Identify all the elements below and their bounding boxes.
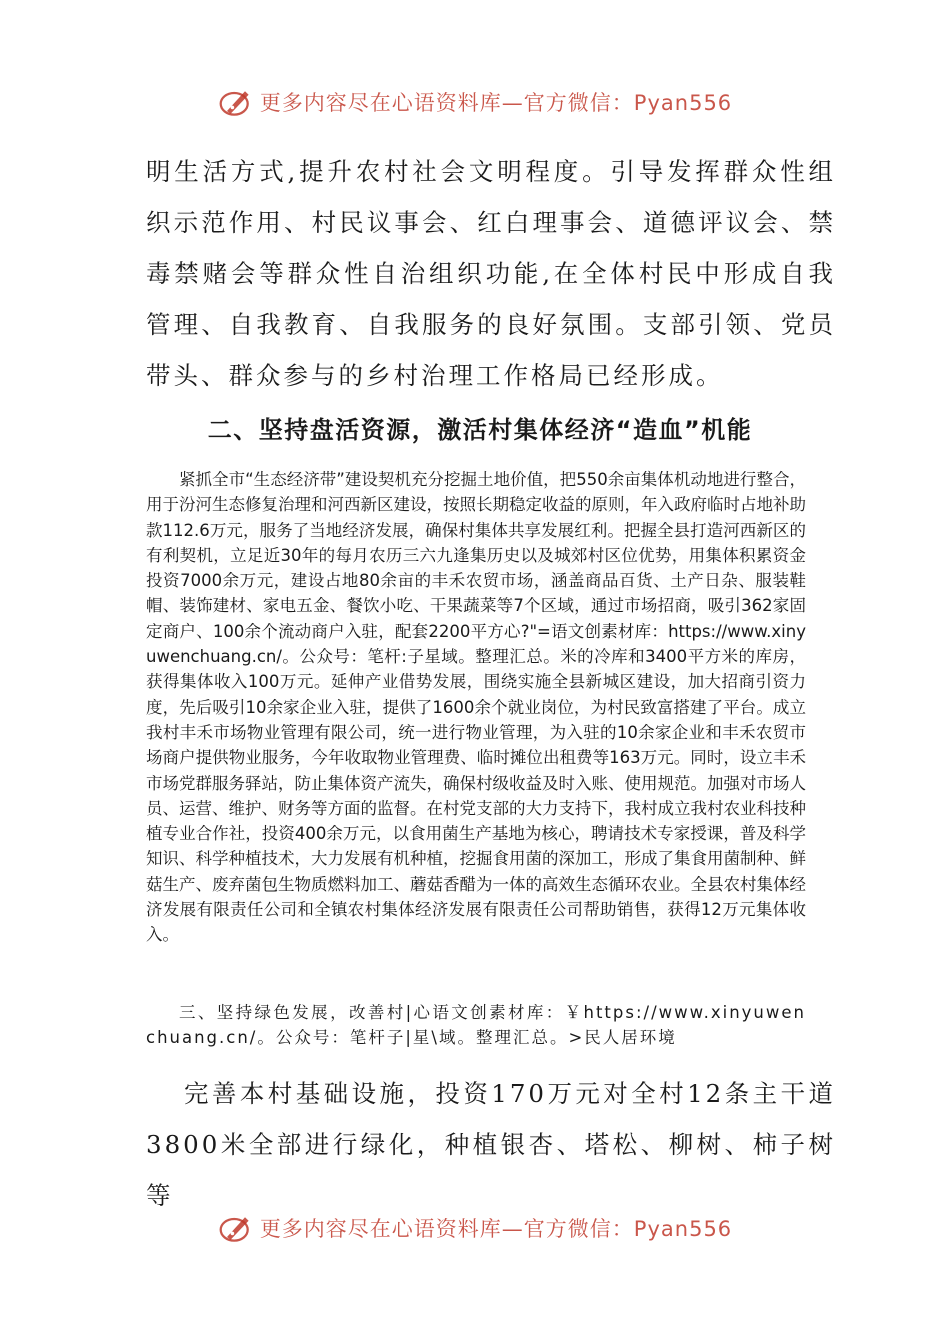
paragraph-bottom: 完善本村基础设施，投资170万元对全村12条主干道3800米全部进行绿化，种植银杏、塔松、柳树、柿子树等 <box>146 1079 836 1210</box>
paragraph-section-2: 紧抓全市“生态经济带”建设契机充分挖掘土地价值，把550余亩集体机动地进行整合，用于汾河生态修复治理和河西新区建设，按照长期稳定收益的原则，年入政府临时占地补助款112.6万元，服务了当地经济发展，确保村集体共享发展红利。把握全县打造河西新区的有利契机，立足近30年的每月农历三六九逢集历史以及城郊村区位优势，用集体积累资金投资7000余万元，建设占地80余亩的丰禾农贸市场，涵盖商品百货、土产日杂、服装鞋帽、装饰建材、家电五金、餐饮小吃、干果蔬菜等7个区域，通过市场招商，吸引362家固定商户、100余个流动商户入驻，配套2200平方心?"=语文创素材库：https://www.xinyuwenchuang.cn/。公众号：笔杆:子星域。整理汇总。米的冷库和3400平方米的库房，获得集体收入100万元。延伸产业借势发展，围绕实施全县新城区建设，加大招商引资力度，先后吸引10余家企业入驻，提供了1600余个就业岗位，为村民致富搭建了平台。成立我村丰禾市场物业管理有限公司，统一进行物业管理，为入驻的10余家企业和丰禾农贸市场商户提供物业服务，今年收取物业管理费、临时摊位出租费等163万元。同时，设立丰禾市场党群服务驿站，防止集体资产流失，确保村级收益及时入账、使用规范。加强对市场人员、运营、维护、财务等方面的监督。在村党支部的大力支持下，我村成立我村农业科技种植专业合作社，投资400余万元，以食用菌生产基地为核心，聘请技术专家授课，普及科学知识、科学种植技术，大力发展有机种植，挖掘食用菌的深加工，形成了集食用菌制种、鲜菇生产、废弃菌包生物质燃料加工、蘑菇香醋为一体的高效生态循环农业。全县农村集体经济发展有限责任公司和全镇农村集体经济发展有限责任公司帮助销售，获得12万元集体收入。 <box>146 470 806 945</box>
watermark-text: 更多内容尽在心语资料库—官方微信：Pyan556 <box>259 1217 733 1241</box>
section-2-heading: 二、坚持盘活资源，激活村集体经济“造血”机能 <box>207 416 753 444</box>
header-watermark-banner <box>0 84 950 120</box>
pen-nib-logo-icon <box>218 84 254 120</box>
paragraph-top: 明生活方式,提升农村社会文明程度。引导发挥群众性组织示范作用、村民议事会、红白理事会、道德评议会、禁毒禁赌会等群众性自治组织功能,在全体村民中形成自我管理、自我教育、自我服务的良好氛围。支部引领、党员带头、群众参与的乡村治理工作格局已经形成。 <box>146 157 836 390</box>
footer-watermark-banner <box>0 1210 950 1246</box>
watermark-text: 更多内容尽在心语资料库—官方微信：Pyan556 <box>259 91 733 115</box>
pen-nib-logo-icon <box>218 1210 254 1246</box>
paragraph-section-3-title: 三、坚持绿色发展，改善村|心语文创素材库：￥https://www.xinyuwenchuang.cn/。公众号：笔杆子|星\域。整理汇总。>民人居环境 <box>146 1003 806 1048</box>
